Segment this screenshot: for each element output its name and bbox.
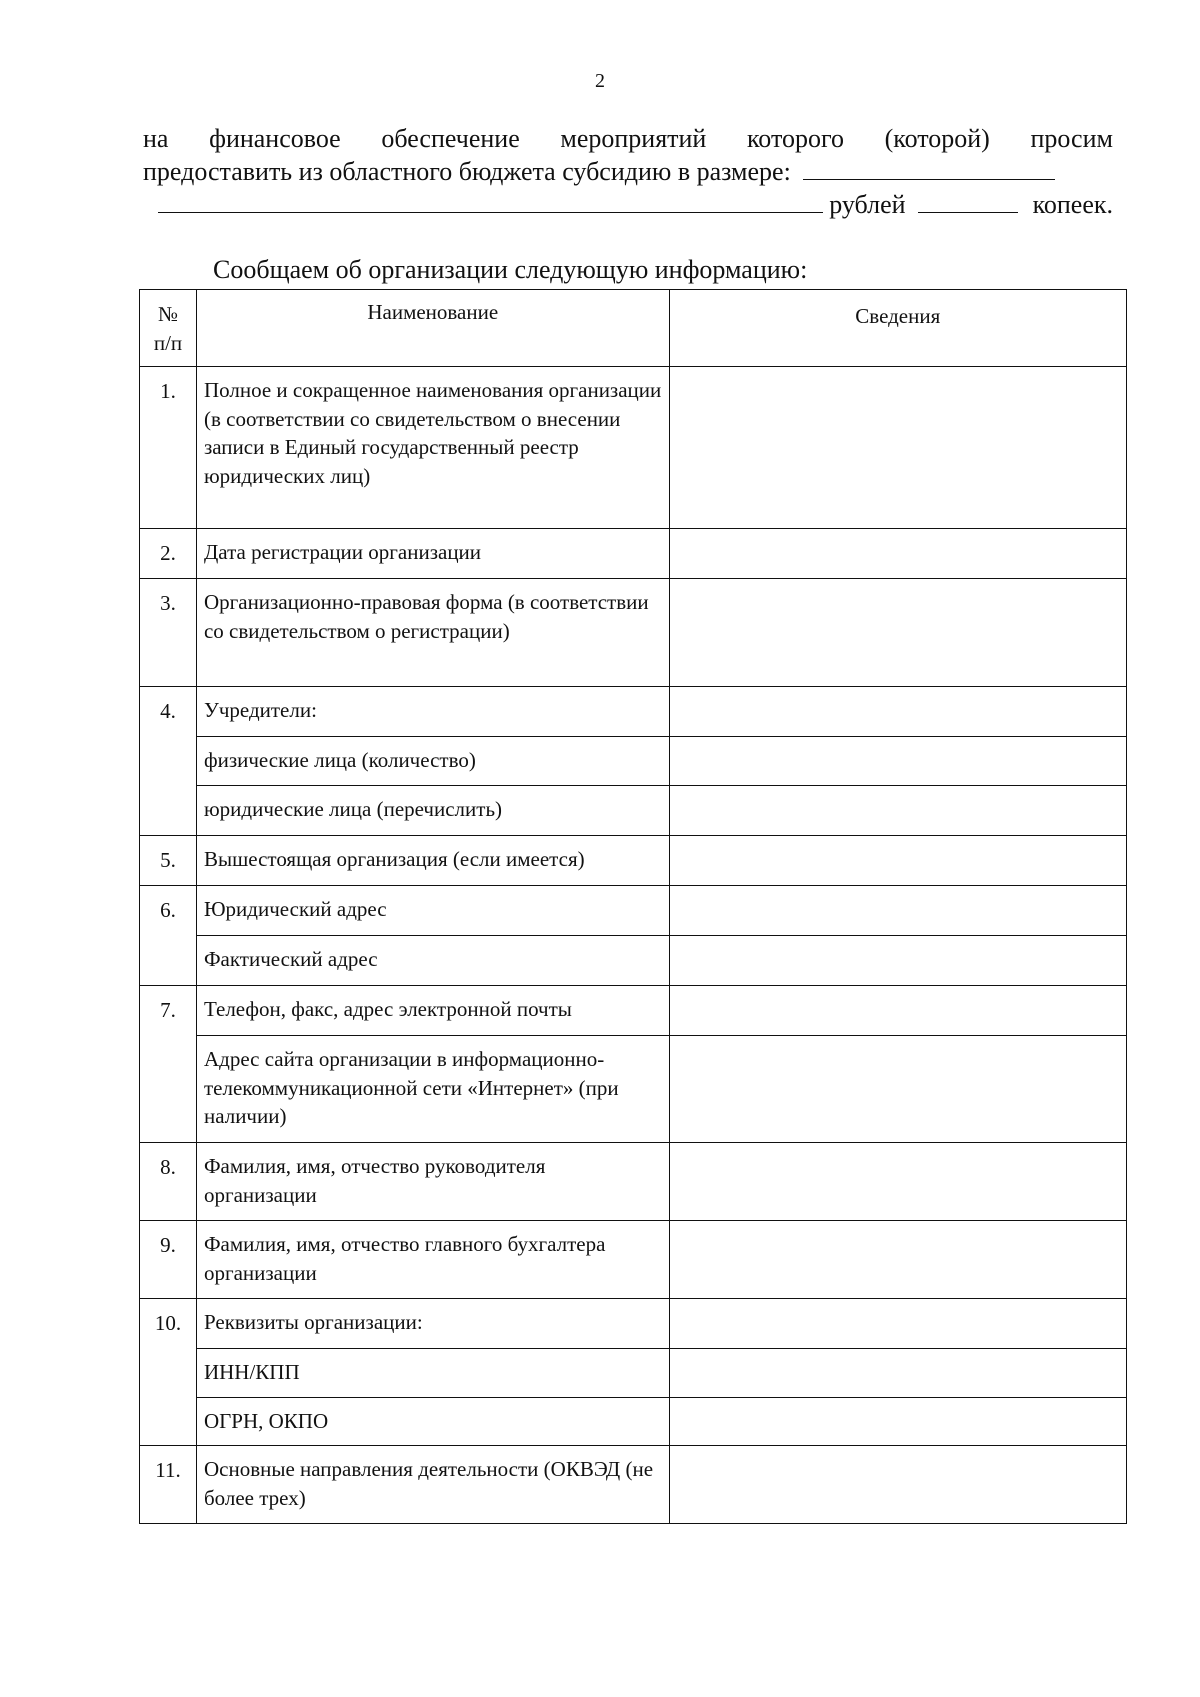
- table-row: [140, 836, 1127, 886]
- row-value-cell[interactable]: [669, 1349, 1126, 1398]
- table-row: [140, 936, 1127, 986]
- intro-word: финансовое: [209, 124, 341, 153]
- row-value-cell[interactable]: [669, 936, 1126, 986]
- row-name: Адрес сайта организации в информационно-телекоммуникационной сети «Интернет» (при наличии): [196, 1036, 669, 1143]
- table-row: [140, 687, 1127, 737]
- row-number: 7.: [140, 986, 197, 1143]
- table-row: [140, 529, 1127, 579]
- row-name: ОГРН, ОКПО: [196, 1398, 669, 1446]
- table-row: [140, 986, 1127, 1036]
- table-row: [140, 1299, 1127, 1349]
- row-number: 1.: [140, 367, 197, 529]
- row-number: 10.: [140, 1299, 197, 1446]
- row-name: физические лица (количество): [196, 737, 669, 786]
- header-info: Сведения: [669, 290, 1126, 367]
- row-number: 9.: [140, 1221, 197, 1299]
- row-name: Вышестоящая организация (если имеется): [196, 836, 669, 886]
- row-name: Фамилия, имя, отчество руководителя организации: [196, 1143, 669, 1221]
- row-value-cell[interactable]: [669, 1221, 1126, 1299]
- table-row: [140, 737, 1127, 786]
- row-value-cell[interactable]: [669, 1446, 1126, 1524]
- subsidy-amount-blank[interactable]: [803, 157, 1055, 180]
- intro-line-3: [143, 188, 1113, 221]
- row-value-cell[interactable]: [669, 986, 1126, 1036]
- row-value-cell[interactable]: [669, 1143, 1126, 1221]
- row-name: Фамилия, имя, отчество главного бухгалтера организации: [196, 1221, 669, 1299]
- row-number: 11.: [140, 1446, 197, 1524]
- table-row: [140, 786, 1127, 836]
- row-number: 3.: [140, 579, 197, 687]
- row-number: 6.: [140, 886, 197, 986]
- row-name: юридические лица (перечислить): [196, 786, 669, 836]
- row-name: ИНН/КПП: [196, 1349, 669, 1398]
- row-value-cell[interactable]: [669, 579, 1126, 687]
- row-name: Организационно-правовая форма (в соответствии со свидетельством о регистрации): [196, 579, 669, 687]
- row-name: Юридический адрес: [196, 886, 669, 936]
- intro-word: мероприятий: [560, 124, 707, 153]
- row-name: Реквизиты организации:: [196, 1299, 669, 1349]
- row-number: 8.: [140, 1143, 197, 1221]
- header-num: № п/п: [140, 290, 197, 367]
- row-name: Фактический адрес: [196, 936, 669, 986]
- intro-line-1: [143, 122, 1113, 155]
- row-name: Телефон, факс, адрес электронной почты: [196, 986, 669, 1036]
- row-name: Полное и сокращенное наименования организации (в соответствии со свидетельством о внесении записи в Единый государственный реестр юридических лиц): [196, 367, 669, 529]
- organization-info-table: [139, 289, 1127, 1524]
- intro-line-2: [143, 155, 1113, 188]
- subsidy-amount-blank-cont[interactable]: [158, 190, 823, 213]
- kopecks-blank[interactable]: [918, 190, 1018, 213]
- table-header-row: [140, 290, 1127, 367]
- page-number: 2: [595, 70, 605, 92]
- row-name: Дата регистрации организации: [196, 529, 669, 579]
- table-row: [140, 1398, 1127, 1446]
- table-row: [140, 1221, 1127, 1299]
- row-name: Учредители:: [196, 687, 669, 737]
- table-row: [140, 1349, 1127, 1398]
- row-value-cell[interactable]: [669, 529, 1126, 579]
- row-value-cell[interactable]: [669, 886, 1126, 936]
- row-number: 4.: [140, 687, 197, 836]
- table-row: [140, 886, 1127, 936]
- row-value-cell[interactable]: [669, 367, 1126, 529]
- intro-word: просим: [1030, 124, 1113, 153]
- row-value-cell[interactable]: [669, 836, 1126, 886]
- row-number: 5.: [140, 836, 197, 886]
- table-row: [140, 1143, 1127, 1221]
- row-value-cell[interactable]: [669, 1398, 1126, 1446]
- intro-word: на: [143, 124, 169, 153]
- intro-paragraph: [143, 122, 1113, 221]
- rubles-label: рублей: [829, 190, 906, 219]
- row-value-cell[interactable]: [669, 737, 1126, 786]
- intro-word: которого: [746, 124, 844, 153]
- row-value-cell[interactable]: [669, 1036, 1126, 1143]
- intro-word: (которой): [884, 124, 990, 153]
- intro-word: обеспечение: [381, 124, 520, 153]
- table-row: [140, 367, 1127, 529]
- row-value-cell[interactable]: [669, 1299, 1126, 1349]
- lead-text: Сообщаем об организации следующую информацию:: [213, 255, 808, 284]
- row-number: 2.: [140, 529, 197, 579]
- intro-line-2-text: предоставить из областного бюджета субсидию в размере:: [143, 157, 791, 186]
- header-name: Наименование: [196, 290, 669, 367]
- kopecks-label: копеек.: [1032, 190, 1113, 219]
- table-row: [140, 1036, 1127, 1143]
- row-value-cell[interactable]: [669, 786, 1126, 836]
- table-row: [140, 1446, 1127, 1524]
- row-name: Основные направления деятельности (ОКВЭД (не более трех): [196, 1446, 669, 1524]
- table-row: [140, 579, 1127, 687]
- row-value-cell[interactable]: [669, 687, 1126, 737]
